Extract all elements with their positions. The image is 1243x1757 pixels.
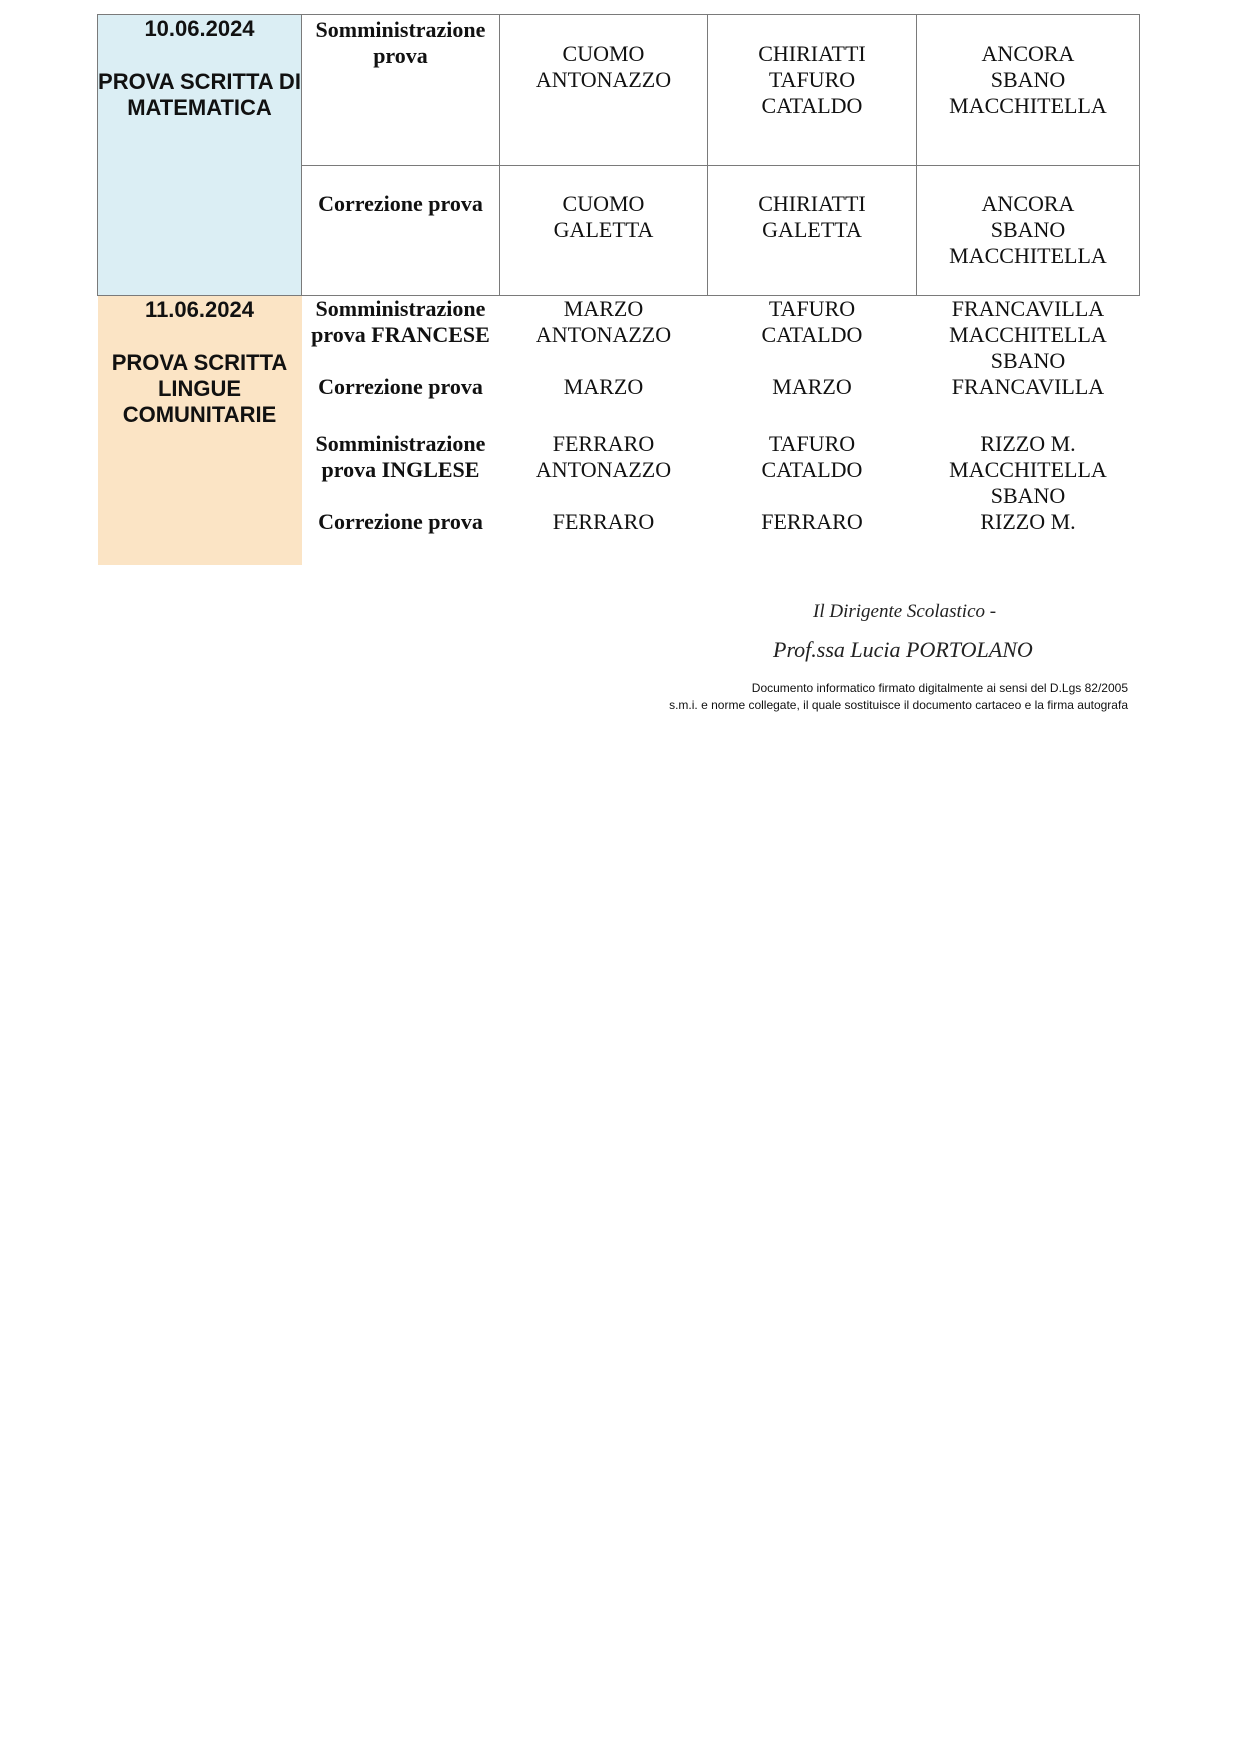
day-cell-languages bbox=[98, 296, 302, 566]
signature-role: Il Dirigente Scolastico - bbox=[813, 601, 997, 622]
teacher-name: MARZO bbox=[563, 296, 644, 321]
names-cell bbox=[917, 15, 1140, 166]
day-title bbox=[98, 350, 302, 428]
day-title-line: MATEMATICA bbox=[127, 95, 272, 120]
teacher-name: ANTONAZZO bbox=[535, 67, 672, 92]
day-title bbox=[98, 69, 301, 121]
activity-label: Correzione prova bbox=[318, 374, 483, 399]
day-date: 10.06.2024 bbox=[144, 16, 255, 41]
day-title-line: LINGUE bbox=[157, 376, 242, 401]
exam-schedule-table bbox=[97, 14, 1140, 565]
activity-cell bbox=[302, 430, 500, 509]
teacher-name: MACCHITELLA bbox=[949, 93, 1107, 118]
names-cell bbox=[708, 509, 917, 565]
names-cell bbox=[708, 296, 917, 375]
activity-label: Correzione prova bbox=[318, 191, 483, 216]
names-cell bbox=[708, 430, 917, 509]
teacher-name: TAFURO bbox=[768, 67, 856, 92]
teacher-name: MACCHITELLA bbox=[949, 457, 1107, 482]
names-cell bbox=[917, 430, 1140, 509]
teacher-name: GALETTA bbox=[762, 217, 862, 242]
teacher-name: ANCORA bbox=[981, 191, 1075, 216]
names-cell bbox=[500, 374, 708, 430]
names-cell bbox=[500, 430, 708, 509]
activity-label: Somministrazione bbox=[315, 17, 486, 42]
names-cell bbox=[917, 509, 1140, 565]
names-cell bbox=[708, 166, 917, 296]
teacher-name: FRANCAVILLA bbox=[951, 296, 1105, 321]
names-cell bbox=[917, 296, 1140, 375]
teacher-name: GALETTA bbox=[553, 217, 654, 242]
teacher-name: SBANO bbox=[990, 483, 1066, 508]
names-cell bbox=[500, 166, 708, 296]
activity-label: prova bbox=[373, 43, 428, 68]
teacher-name: SBANO bbox=[990, 67, 1066, 92]
teacher-name: FERRARO bbox=[552, 509, 655, 534]
teacher-name: CATALDO bbox=[761, 322, 863, 347]
names-cell bbox=[500, 509, 708, 565]
activity-cell bbox=[302, 166, 500, 296]
teacher-name: FRANCAVILLA bbox=[951, 374, 1105, 399]
teacher-name: FERRARO bbox=[761, 509, 863, 534]
teacher-name: SBANO bbox=[990, 217, 1066, 242]
teacher-name: ANTONAZZO bbox=[535, 457, 672, 482]
digital-signature-note: Documento informatico firmato digitalmente ai sensi del D.Lgs 82/2005 bbox=[751, 681, 1128, 695]
teacher-name: MACCHITELLA bbox=[949, 322, 1107, 347]
activity-label: Somministrazione bbox=[315, 431, 486, 456]
teacher-name: CHIRIATTI bbox=[758, 41, 866, 66]
teacher-name: CATALDO bbox=[761, 457, 863, 482]
teacher-name: RIZZO M. bbox=[980, 431, 1076, 456]
teacher-name: SBANO bbox=[990, 348, 1066, 373]
teacher-name: TAFURO bbox=[768, 296, 856, 321]
activity-cell bbox=[302, 374, 500, 430]
day-title-line: PROVA SCRITTA DI bbox=[98, 69, 301, 94]
activity-cell bbox=[302, 296, 500, 375]
activity-label: prova FRANCESE bbox=[311, 322, 490, 347]
activity-cell bbox=[302, 15, 500, 166]
activity-cell bbox=[302, 509, 500, 565]
names-cell bbox=[917, 166, 1140, 296]
day-cell-math bbox=[98, 15, 302, 296]
table-row bbox=[98, 15, 1140, 166]
names-cell bbox=[500, 296, 708, 375]
day-title-line: PROVA SCRITTA bbox=[111, 350, 288, 375]
activity-label: prova INGLESE bbox=[321, 457, 480, 482]
day-date: 11.06.2024 bbox=[145, 297, 254, 322]
teacher-name: ANTONAZZO bbox=[535, 322, 672, 347]
teacher-name: CUOMO bbox=[562, 41, 645, 66]
teacher-name: RIZZO M. bbox=[980, 509, 1076, 534]
teacher-name: MARZO bbox=[772, 374, 852, 399]
teacher-name: MARZO bbox=[563, 374, 644, 399]
table-row bbox=[98, 296, 1140, 375]
names-cell bbox=[708, 15, 917, 166]
signature-name: Prof.ssa Lucia PORTOLANO bbox=[773, 637, 1033, 662]
teacher-name: CHIRIATTI bbox=[758, 191, 866, 216]
teacher-name: MACCHITELLA bbox=[949, 243, 1107, 268]
names-cell bbox=[708, 374, 917, 430]
teacher-name: FERRARO bbox=[552, 431, 655, 456]
activity-label: Somministrazione bbox=[315, 296, 486, 321]
names-cell bbox=[917, 374, 1140, 430]
teacher-name: CATALDO bbox=[761, 93, 863, 118]
day-title-line: COMUNITARIE bbox=[122, 402, 277, 427]
teacher-name: TAFURO bbox=[768, 431, 856, 456]
digital-signature-note: s.m.i. e norme collegate, il quale sostituisce il documento cartaceo e la firma autografa bbox=[669, 698, 1128, 712]
teacher-name: ANCORA bbox=[981, 41, 1075, 66]
teacher-name: CUOMO bbox=[562, 191, 645, 216]
names-cell bbox=[500, 15, 708, 166]
activity-label: Correzione prova bbox=[318, 509, 483, 534]
